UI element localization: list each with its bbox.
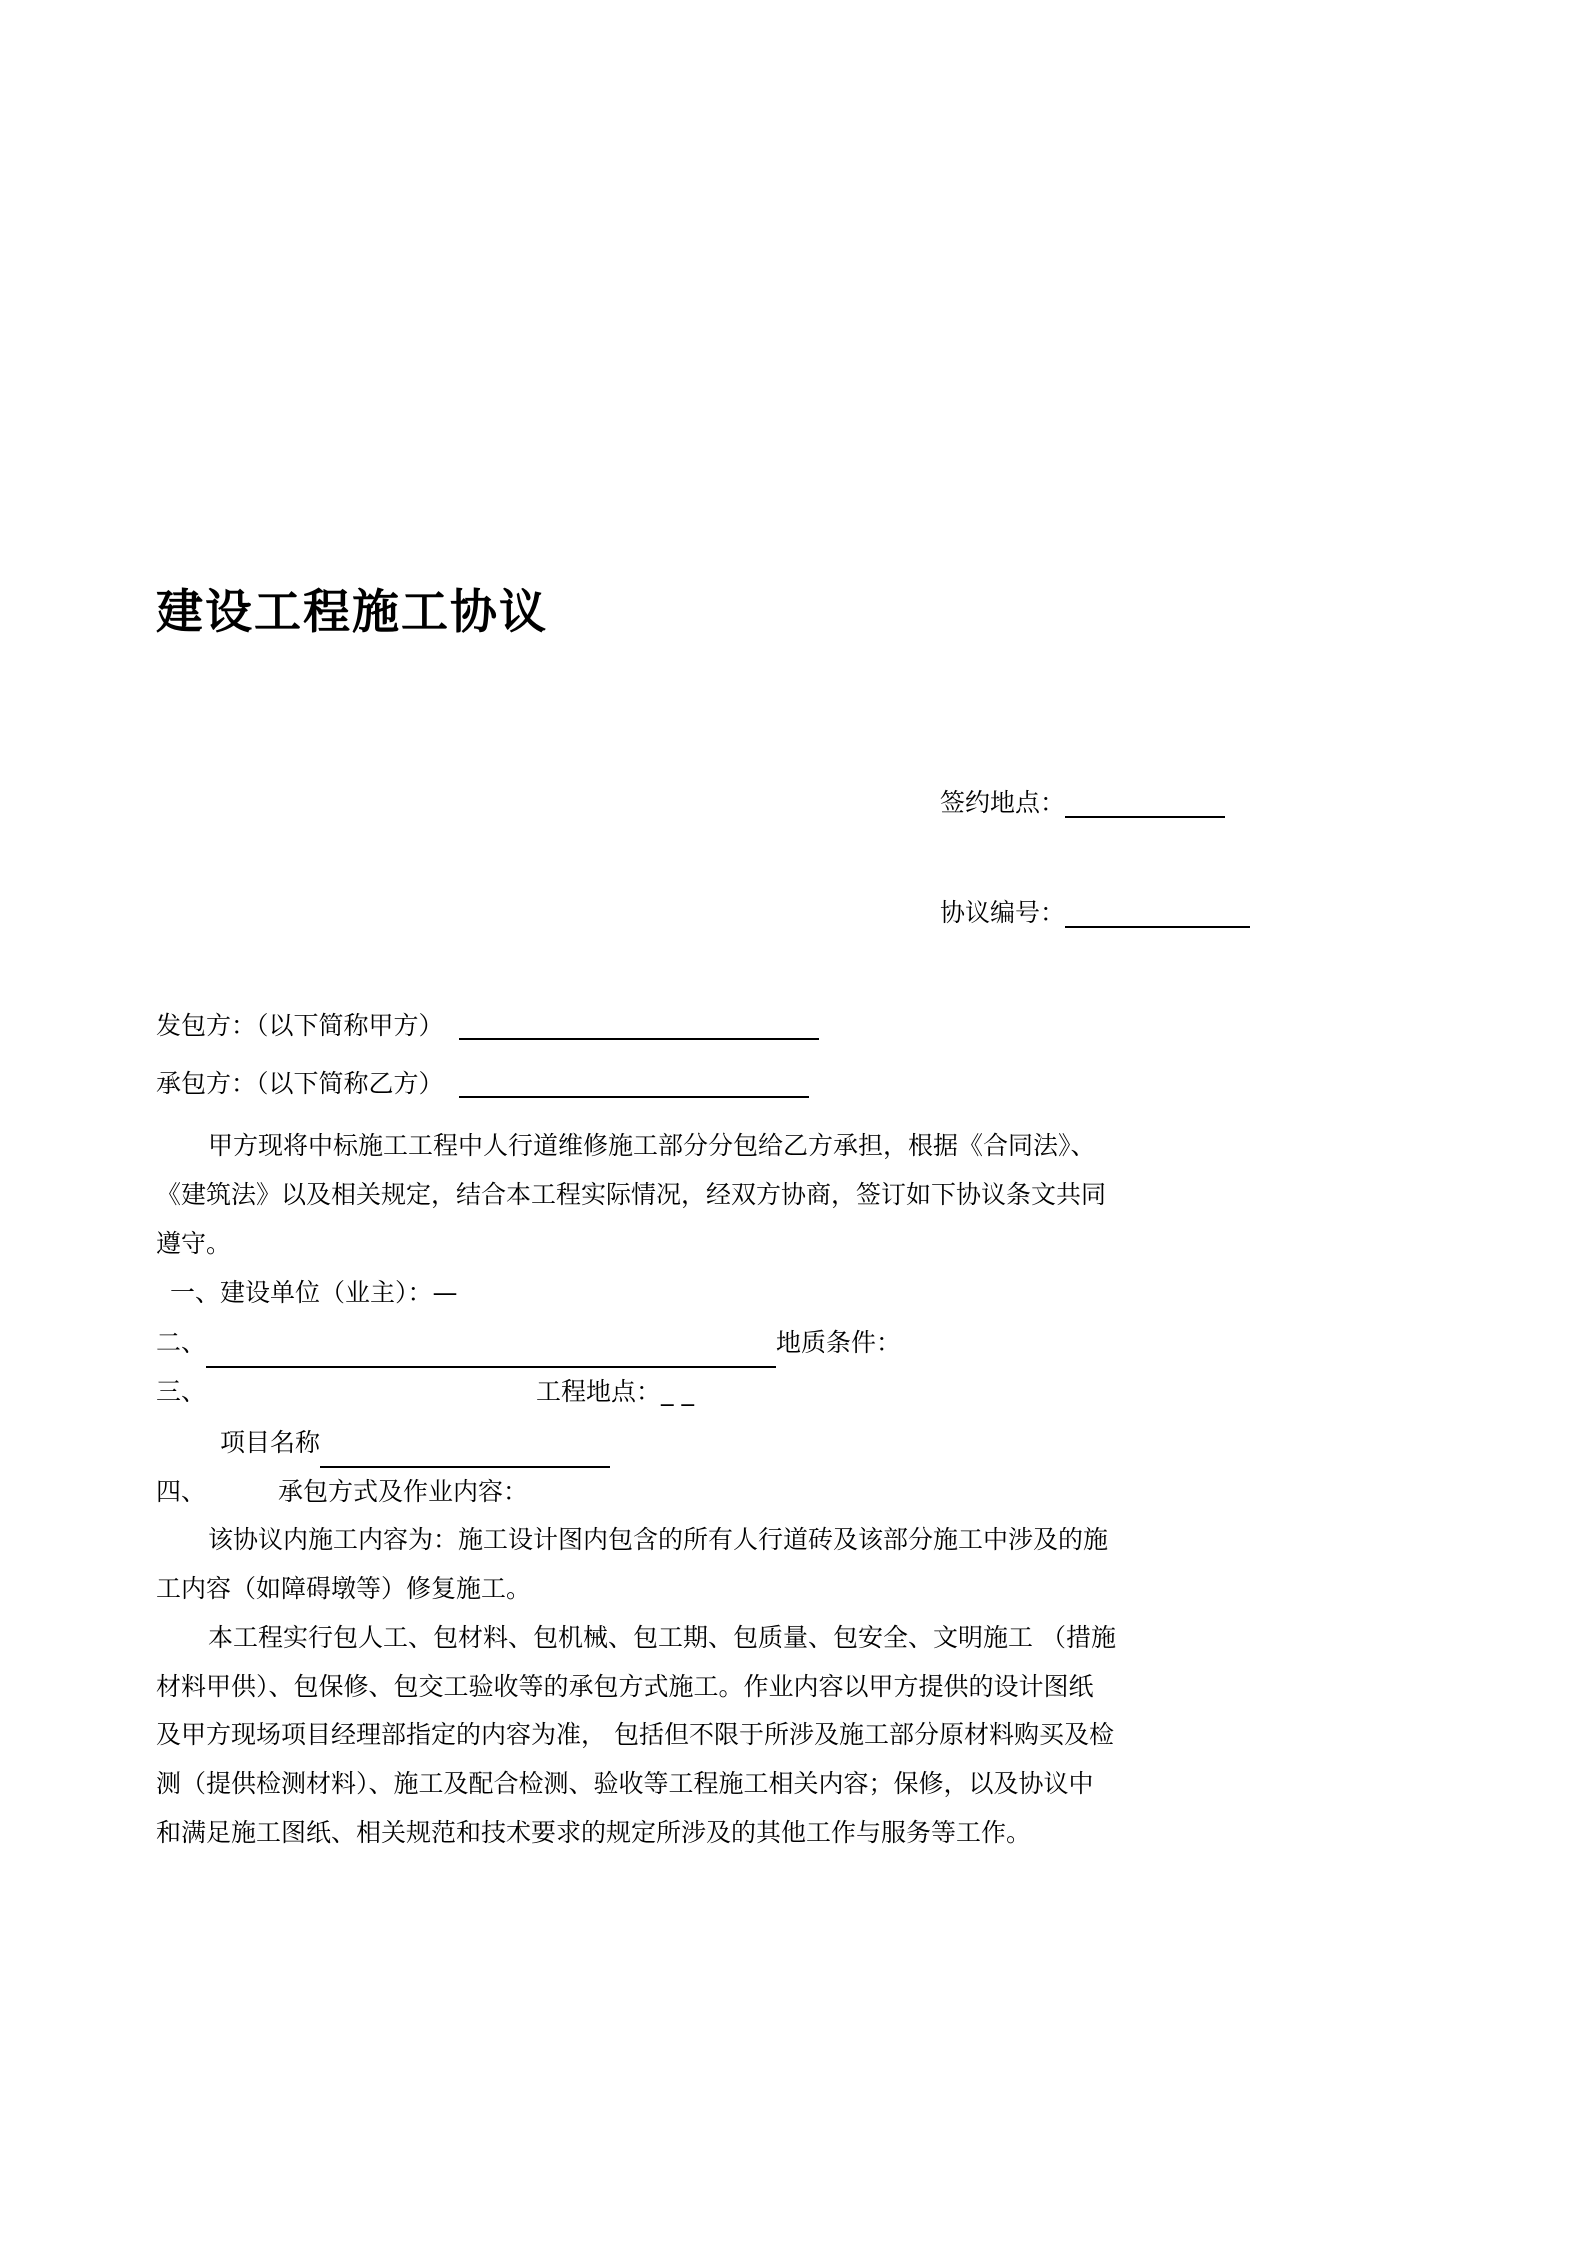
- party-a-label: 发包方：（以下简称甲方）: [156, 1011, 444, 1041]
- preamble-line-3: 遵守。: [156, 1228, 232, 1258]
- header-field-signing-place: [940, 786, 1444, 818]
- clause-2-blank[interactable]: [206, 1317, 776, 1368]
- header-field-agreement-number-blank[interactable]: [1065, 896, 1250, 928]
- section4-p1-line-2: 工内容（如障碍墩等）修复施工。: [156, 1574, 532, 1604]
- section4-p2-line-1: 本工程实行包人工、包材料、包机械、包工期、包质量、包安全、文明施工 （措施: [208, 1622, 1116, 1652]
- clause-project-name-label: 项目名称: [220, 1427, 321, 1457]
- section4-p1-line-1: 该协议内施工内容为：施工设计图内包含的所有人行道砖及该部分施工中涉及的施: [208, 1525, 1109, 1555]
- clause-1-text: 建设单位（业主）：—: [220, 1277, 458, 1307]
- clause-project-name: [156, 1417, 1444, 1468]
- clause-2: [156, 1317, 1444, 1368]
- clause-4-number: 四、: [156, 1476, 207, 1506]
- clause-3-number: 三、: [156, 1377, 207, 1407]
- clause-3-suffix: 工程地点：_ _: [536, 1377, 694, 1407]
- preamble-line-1: 甲方现将中标施工工程中人行道维修施工部分分包给乙方承担，根据《合同法》、: [208, 1131, 1096, 1161]
- section4-p2-line-2: 材料甲供）、包保修、包交工验收等的承包方式施工。作业内容以甲方提供的设计图纸: [156, 1671, 1094, 1701]
- clause-2-suffix: 地质条件：: [776, 1328, 902, 1358]
- header-field-agreement-number: [940, 896, 1444, 928]
- page-title: 建设工程施工协议: [156, 585, 548, 640]
- clause-2-number: 二、: [156, 1328, 207, 1358]
- title-gap: [150, 641, 1444, 786]
- party-line-contractor-b: [156, 1064, 1444, 1100]
- section4-paragraph-2: [156, 1614, 1444, 1858]
- preamble-line-2: 《建筑法》以及相关规定，结合本工程实际情况，经双方协商，签订如下协议条文共同: [156, 1180, 1107, 1210]
- header-field-agreement-number-label: 协议编号：: [940, 898, 1066, 928]
- clause-4: [156, 1468, 1444, 1517]
- header-field-signing-place-blank[interactable]: [1065, 786, 1225, 818]
- clause-1: [156, 1269, 1444, 1318]
- party-line-contractor-a: [156, 1006, 1444, 1042]
- clause-1-number: 一、: [170, 1277, 221, 1307]
- clause-3: [156, 1368, 1444, 1417]
- section4-p2-line-4: 测（提供检测材料）、施工及配合检测、验收等工程施工相关内容；保修，以及协议中: [156, 1769, 1094, 1799]
- header-fields: [940, 786, 1444, 928]
- clause-4-text: 承包方式及作业内容：: [278, 1476, 529, 1506]
- party-b-blank[interactable]: [459, 1067, 809, 1098]
- clause-project-name-blank[interactable]: [320, 1417, 610, 1468]
- party-b-label: 承包方：（以下简称乙方）: [156, 1069, 444, 1099]
- section4-p2-line-5: 和满足施工图纸、相关规范和技术要求的规定所涉及的其他工作与服务等工作。: [156, 1817, 1032, 1847]
- top-spacer: [150, 0, 1444, 585]
- header-field-signing-place-label: 签约地点：: [940, 788, 1066, 818]
- section4-p2-line-3: 及甲方现场项目经理部指定的内容为准， 包括但不限于所涉及施工部分原材料购买及检: [156, 1720, 1114, 1750]
- preamble: [156, 1122, 1444, 1268]
- party-a-blank[interactable]: [459, 1009, 819, 1040]
- section4-paragraph-1: [156, 1516, 1444, 1614]
